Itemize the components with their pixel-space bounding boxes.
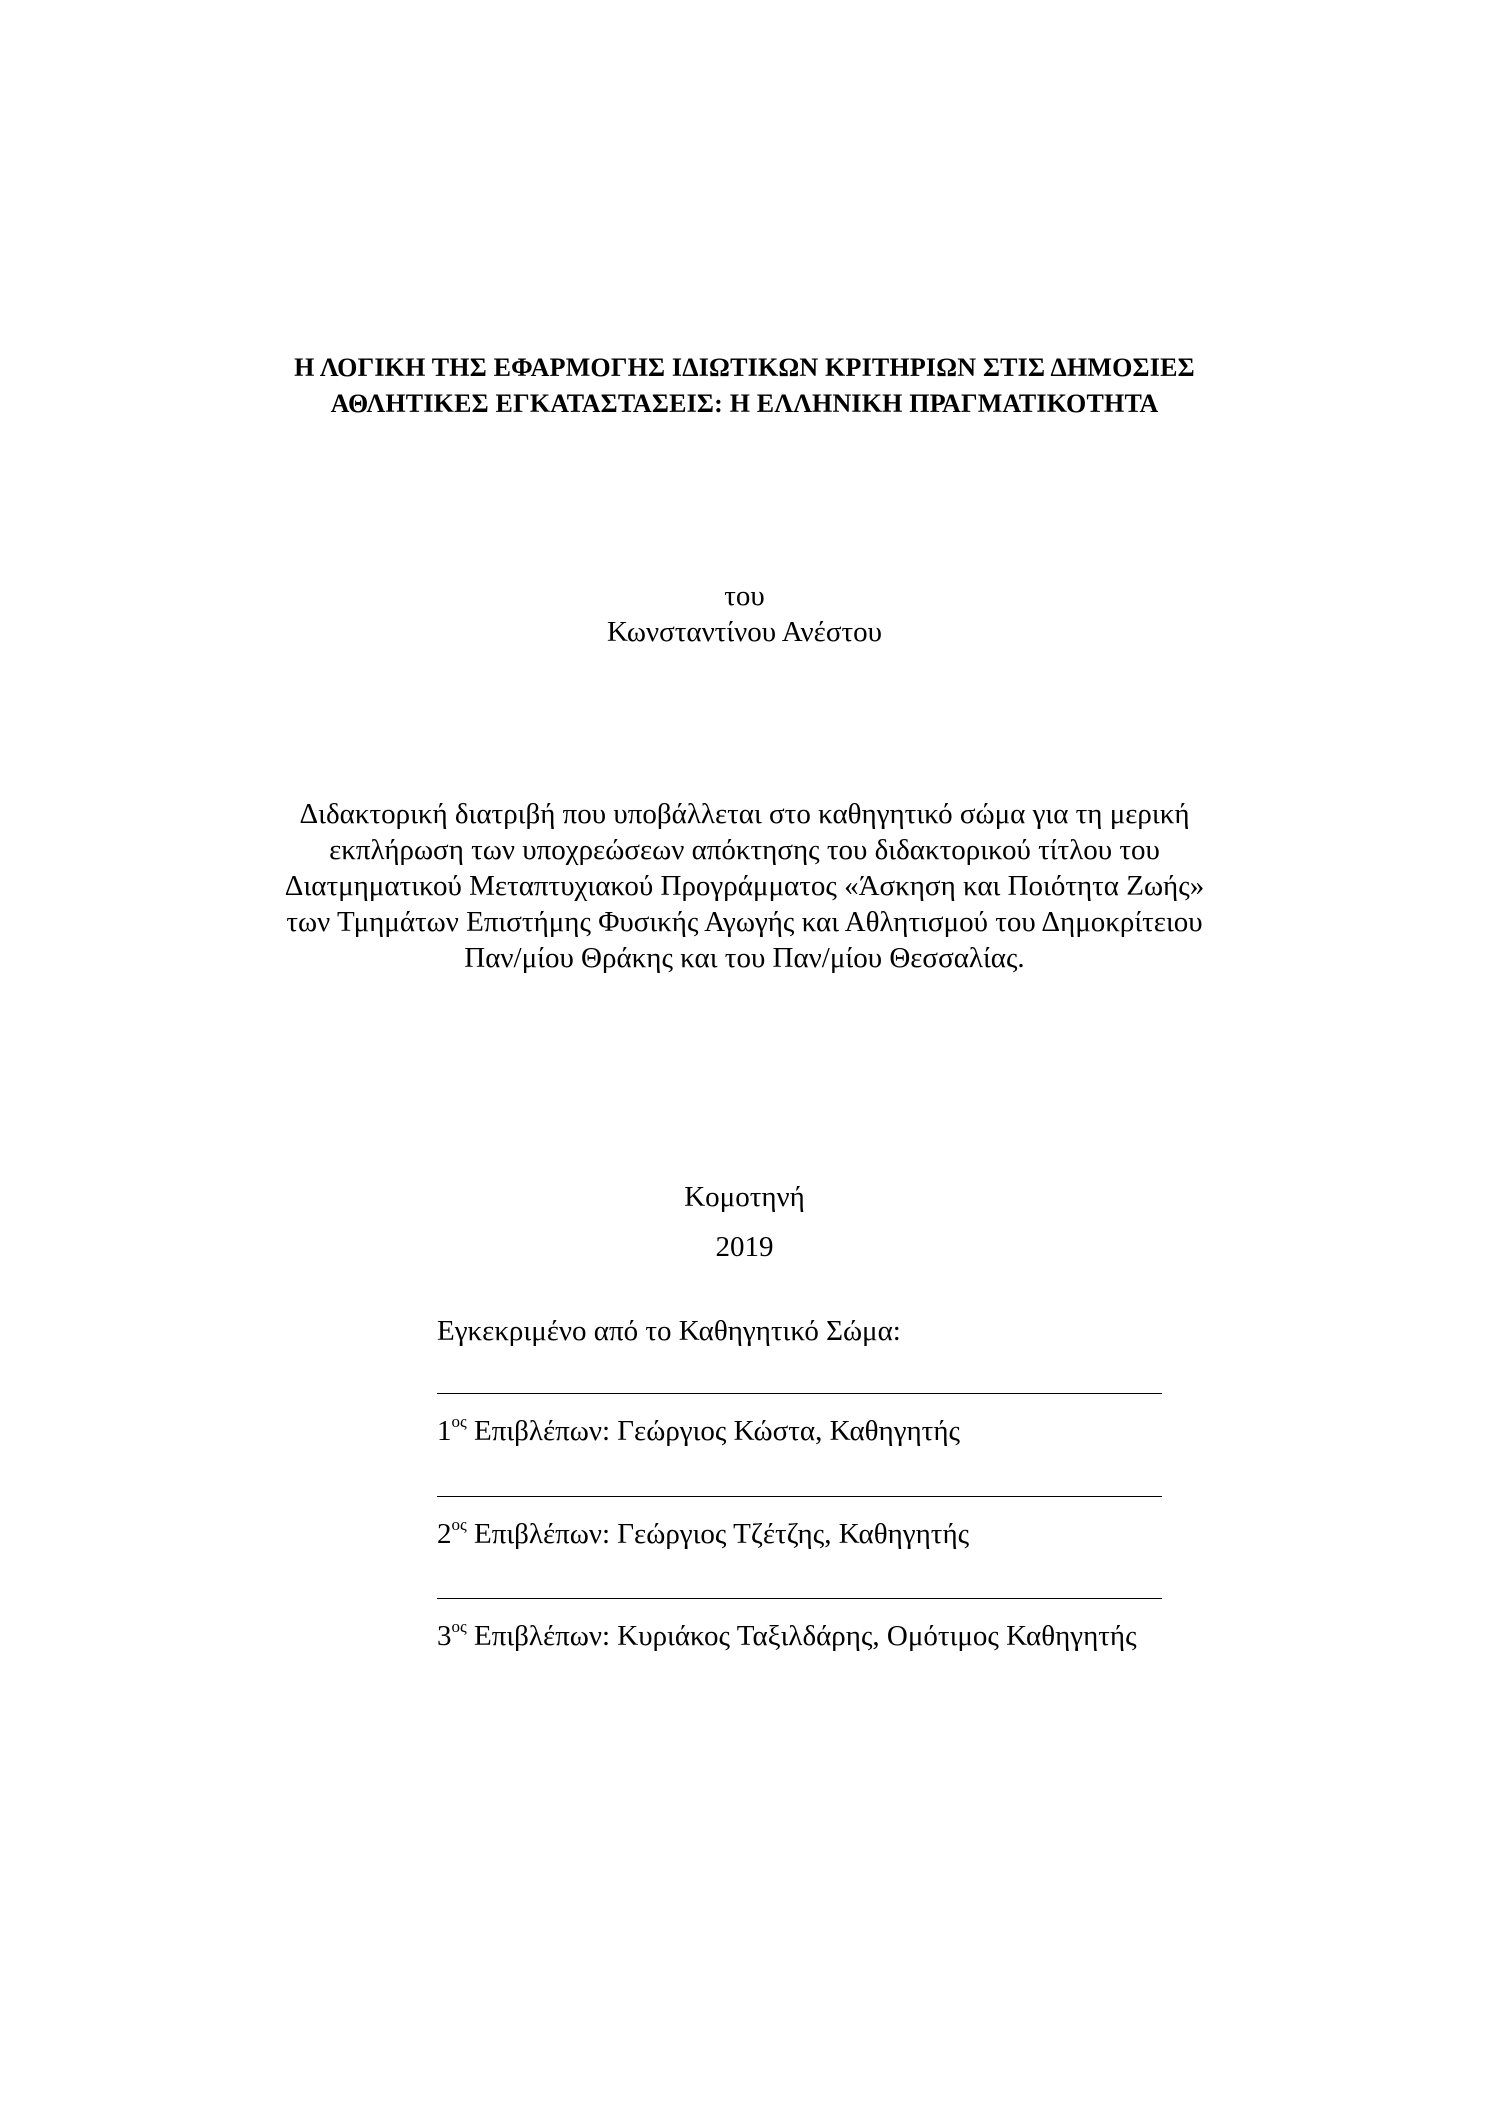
supervisor-1 (437, 1413, 960, 1449)
author-prefix: του (724, 580, 765, 612)
description-line: Διατμηματικού Μεταπτυχιακού Προγράμματος «Άσκηση και Ποιότητα Ζωής» (284, 870, 1205, 902)
place-and-year (0, 1172, 1489, 1272)
author-name: Κωνσταντίνου Ανέστου (607, 616, 882, 648)
description-line: Διδακτορική διατριβή που υποβάλλεται στο καθηγητικό σώμα για τη μερική (299, 798, 1190, 830)
thesis-title (0, 350, 1489, 422)
supervisor-3 (437, 1618, 1137, 1654)
approval-label: Εγκεκριμένο από το Καθηγητικό Σώμα: (437, 1315, 901, 1347)
supervisor-2-text: Επιβλέπων: Γεώργιος Τζέτζης, Καθηγητής (466, 1518, 970, 1550)
supervisor-1-text: Επιβλέπων: Γεώργιος Κώστα, Καθηγητής (466, 1415, 960, 1447)
signature-line-2 (437, 1496, 1162, 1497)
supervisor-1-ordinal: ος (451, 1412, 467, 1432)
supervisor-2 (437, 1516, 969, 1552)
signature-line-3 (437, 1598, 1162, 1599)
supervisor-3-number: 3 (437, 1620, 452, 1652)
signature-line-1 (437, 1393, 1162, 1394)
supervisor-3-text: Επιβλέπων: Κυριάκος Ταξιλδάρης, Ομότιμος Καθηγητής (466, 1620, 1137, 1652)
thesis-title-line-2: ΑΘΛΗΤΙΚΕΣ ΕΓΚΑΤΑΣΤΑΣΕΙΣ: Η ΕΛΛΗΝΙΚΗ ΠΡΑΓΜΑΤΙΚΟΤΗΤΑ (330, 389, 1159, 418)
place: Κομοτηνή (684, 1181, 805, 1213)
description-line: εκπλήρωση των υποχρεώσεων απόκτησης του διδακτορικού τίτλου του (329, 834, 1160, 866)
year: 2019 (715, 1231, 774, 1263)
supervisor-1-number: 1 (437, 1415, 452, 1447)
thesis-description (0, 796, 1489, 976)
description-line: Παν/μίου Θράκης και του Παν/μίου Θεσσαλίας. (464, 942, 1025, 974)
supervisor-2-ordinal: ος (451, 1515, 467, 1535)
supervisor-3-ordinal: ος (451, 1617, 467, 1637)
description-line: των Τμημάτων Επιστήμης Φυσικής Αγωγής και Αθλητισμού του Δημοκρίτειου (286, 906, 1203, 938)
supervisor-2-number: 2 (437, 1518, 452, 1550)
thesis-title-line-1: Η ΛΟΓΙΚΗ ΤΗΣ ΕΦΑΡΜΟΓΗΣ ΙΔΙΩΤΙΚΩΝ ΚΡΙΤΗΡΙΩΝ ΣΤΙΣ ΔΗΜΟΣΙΕΣ (294, 353, 1195, 382)
author-block (0, 578, 1489, 650)
